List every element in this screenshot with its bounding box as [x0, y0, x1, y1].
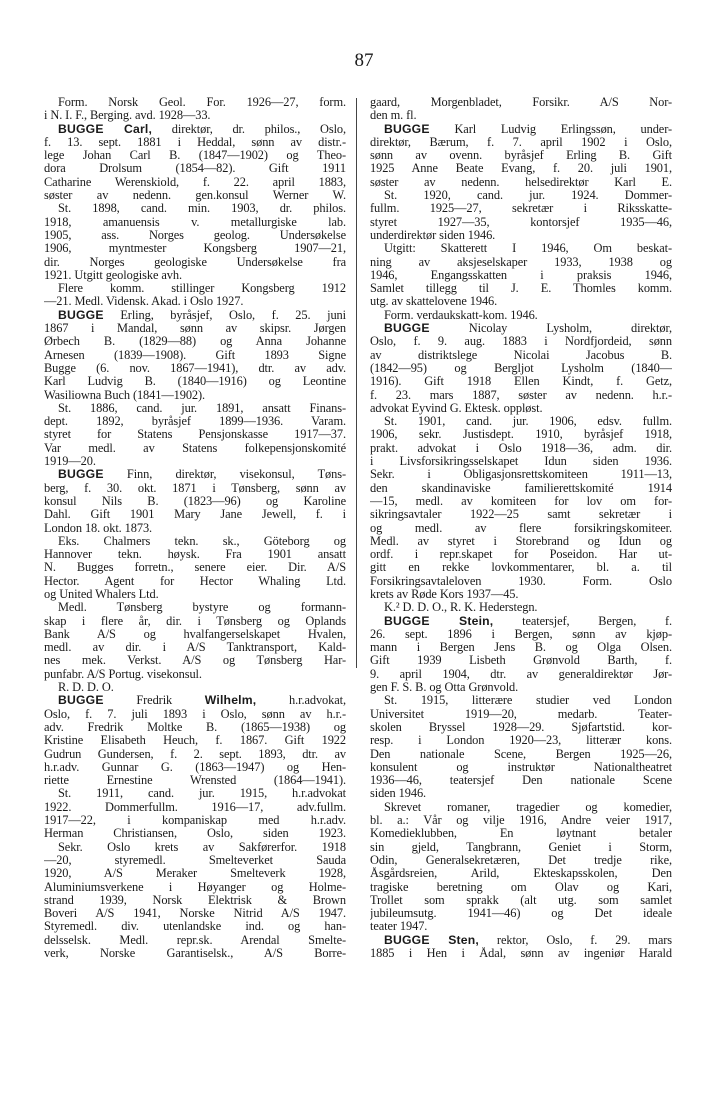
- text-line: [44, 934, 346, 947]
- line-text: 26. sept. 1896 i Bergen, sønn av kjøp-: [370, 627, 672, 641]
- text-line: [370, 601, 672, 614]
- line-text: skolen Bryssel 1928—29. Sjøfartstid. kor-: [370, 720, 672, 734]
- text-line: [44, 482, 346, 495]
- entry-surname: BUGGE: [384, 122, 430, 136]
- line-text: Gudrun Gundersen, f. 2. sept. 1893, dtr. av: [44, 747, 346, 761]
- text-line: [370, 442, 672, 455]
- text-line: [370, 522, 672, 535]
- line-text: 1922. Dommerfullm. 1916—17, adv.fullm.: [44, 800, 346, 814]
- line-text: 9. april 1904, dtr. av generaldirektør Jør-: [370, 667, 672, 681]
- entry-surname: BUGGE Carl,: [58, 122, 153, 136]
- line-text: 1918, amanuensis v. metallurgiske lab.: [44, 215, 346, 229]
- text-line: [370, 242, 672, 255]
- text-line: [370, 827, 672, 840]
- text-line: [370, 415, 672, 428]
- text-line: [370, 428, 672, 441]
- line-text: Samlet tillegg til J. E. Thomles komm.: [370, 282, 672, 296]
- text-line: [44, 881, 346, 894]
- line-text: Form. Norsk Geol. For. 1926—27, form.: [58, 96, 346, 109]
- text-line: [44, 295, 346, 308]
- text-line: [370, 801, 672, 814]
- text-line: [44, 202, 346, 215]
- text-line: [44, 787, 346, 800]
- text-line: [44, 588, 346, 601]
- text-line: [44, 522, 346, 535]
- text-line: [370, 654, 672, 667]
- text-line: [44, 176, 346, 189]
- line-text: lege Johan Carl B. (1847—1902) og Theo-: [44, 149, 346, 163]
- text-line: [44, 748, 346, 761]
- text-line: [44, 708, 346, 721]
- line-text: Oslo, f. 7. juli 1893 i Oslo, sønn av h.r.-: [44, 707, 346, 721]
- text-line: [44, 827, 346, 840]
- text-line: [370, 229, 672, 242]
- text-line: [370, 748, 672, 761]
- line-text: konsulent og instruktør Nationaltheatret: [370, 760, 672, 774]
- text-line: [44, 149, 346, 162]
- text-line: [44, 415, 346, 428]
- text-line: [44, 654, 346, 667]
- text-line: [370, 123, 672, 136]
- line-text: styret 1927—35, kontorsjef 1935—46,: [370, 215, 672, 229]
- text-line: [44, 894, 346, 907]
- text-line: [44, 495, 346, 508]
- text-line: [370, 814, 672, 827]
- line-text: 1946, Engangsskatten i praksis 1946,: [370, 268, 672, 282]
- text-line: [370, 402, 672, 415]
- line-text: resp. i London 1920—23, litterær kons.: [370, 734, 672, 748]
- text-line: [370, 641, 672, 654]
- line-text: søster av nedenn. gen.konsul Werner W.: [44, 189, 346, 203]
- text-line: [370, 149, 672, 162]
- text-line: [370, 841, 672, 854]
- text-line: [370, 694, 672, 707]
- line-text: Skrevet romaner, tragedier og komedier,: [384, 800, 672, 814]
- line-text: h.r.advokat,: [256, 694, 346, 708]
- line-text: berg, f. 30. okt. 1871 i Tønsberg, sønn av: [44, 481, 346, 495]
- line-text: mann i Bergen Jens B. og Olga Olsen.: [370, 641, 672, 655]
- line-text: St. 1911, cand. jur. 1915, h.r.advokat: [58, 787, 346, 801]
- text-line: [44, 109, 346, 122]
- page-number: 87: [354, 50, 374, 71]
- text-line: [370, 774, 672, 787]
- line-text: bl. a.: Vår og vilje 1916, Andre veier 1917,: [370, 814, 672, 828]
- text-line: [44, 162, 346, 175]
- line-text: St. 1901, cand. jur. 1906, edsv. fullm.: [384, 415, 672, 429]
- line-text: Eks. Chalmers tekn. sk., Göteborg og: [58, 534, 346, 548]
- text-line: [44, 123, 346, 136]
- text-line: [44, 442, 346, 455]
- line-text: Komedieklubben, En løytnant betaler: [370, 827, 672, 841]
- line-text: dora Drolsum (1854—82). Gift 1911: [44, 162, 346, 176]
- text-line: [44, 628, 346, 641]
- line-text: Aluminiumsverkene i Høyanger og Holme-: [44, 880, 346, 894]
- text-line: [44, 774, 346, 787]
- right-column: [370, 96, 672, 960]
- line-text: 1920, A/S Meraker Smelteverk 1928,: [44, 867, 346, 881]
- line-text: Utgitt: Skatterett I 1946, Om beskat-: [384, 242, 672, 256]
- text-line: [44, 694, 346, 707]
- line-text: St. 1915, litterære studier ved London: [384, 694, 672, 708]
- line-text: Arnesen (1839—1908). Gift 1893 Signe: [44, 348, 346, 362]
- text-line: [370, 136, 672, 149]
- line-text: N. Bugges forretn., senere eier. Dir. A/S: [44, 561, 346, 575]
- line-text: gitt en rekke lovkommentarer, bl. a. til: [370, 561, 672, 575]
- text-line: [44, 761, 346, 774]
- line-text: Catharine Werenskiold, f. 22. april 1883,: [44, 175, 346, 189]
- text-line: [44, 96, 346, 109]
- text-line: [370, 455, 672, 468]
- text-line: [370, 389, 672, 402]
- text-line: [44, 575, 346, 588]
- line-text: Odin, Generalsekretæren, Det tredje rike,: [370, 853, 672, 867]
- column-divider: [356, 98, 357, 668]
- text-line: [44, 335, 346, 348]
- text-line: [44, 920, 346, 933]
- line-text: teater 1947.: [370, 920, 428, 934]
- text-line: [44, 402, 346, 415]
- text-line: [44, 947, 346, 960]
- line-text: London 18. okt. 1873.: [44, 521, 153, 535]
- line-text: riette Ernestine Wrensted (1864—1941).: [44, 774, 346, 788]
- line-text: rektor, Oslo, f. 29. mars: [479, 933, 672, 947]
- line-text: 1921. Utgitt geologiske avh.: [44, 268, 182, 282]
- text-line: [44, 282, 346, 295]
- line-text: Nicolay Lysholm, direktør,: [429, 322, 672, 336]
- line-text: 1905, ass. Norges geolog. Undersøkelse: [44, 228, 346, 242]
- line-text: tragiske beretning om Olav og Kari,: [370, 880, 672, 894]
- text-line: [44, 615, 346, 628]
- text-line: [44, 814, 346, 827]
- line-text: (1842—95) og Bergljot Lysholm (1840—: [370, 361, 672, 375]
- line-text: av distriktslege Nicolai Jacobus B.: [370, 348, 672, 362]
- line-text: siden 1946.: [370, 787, 427, 801]
- text-line: [370, 575, 672, 588]
- line-text: —20, styremedl. Smelteverket Sauda: [44, 853, 346, 867]
- text-line: [44, 455, 346, 468]
- line-text: 1936—46, teatersjef Den nationale Scene: [370, 774, 672, 788]
- entry-surname: Wilhelm,: [204, 694, 257, 708]
- text-line: [44, 362, 346, 375]
- line-text: Hector. Agent for Hector Whaling Ltd.: [44, 574, 346, 588]
- line-text: Styremedl. div. utenlandske ind. og han-: [44, 920, 346, 934]
- line-text: adv. Fredrik Moltke B. (1865—1938) og: [44, 720, 346, 734]
- line-text: sønn av ovenn. byråsjef Erling B. Gift: [370, 149, 672, 163]
- line-text: 1885 i Hen i Ådal, sønn av ingeniør Harald: [370, 947, 672, 960]
- line-text: delsselsk. Medl. repr.sk. Arendal Smelte-: [44, 933, 346, 947]
- text-line: [370, 947, 672, 960]
- text-line: [44, 601, 346, 614]
- line-text: R. D. D. O.: [58, 681, 114, 695]
- line-text: utg. av skattelovene 1946.: [370, 295, 498, 309]
- line-text: gen F. S. B. og Otta Grønvold.: [370, 681, 519, 695]
- text-line: [370, 934, 672, 947]
- text-line: [370, 867, 672, 880]
- line-text: advokat Eyvind G. Ektesk. oppløst.: [370, 401, 543, 415]
- line-text: prakt. advokat i Oslo 1918—36, adm. dir.: [370, 441, 672, 455]
- line-text: h.r.adv. Gunnar G. (1863—1947) og Hen-: [44, 760, 346, 774]
- text-line: [44, 801, 346, 814]
- line-text: Karl Ludvig B. (1840—1916) og Leontine: [44, 375, 346, 389]
- text-line: [44, 269, 346, 282]
- text-line: [44, 854, 346, 867]
- line-text: 1906, sekr. Justisdept. 1910, byråsjef 1918,: [370, 428, 672, 442]
- line-text: Erling, byråsjef, Oslo, f. 25. juni: [103, 308, 346, 322]
- entry-surname: BUGGE: [58, 308, 104, 322]
- text-line: [370, 109, 672, 122]
- text-line: [370, 282, 672, 295]
- text-line: [44, 681, 346, 694]
- line-text: sikringsavtaler 1922—25 samt sekretær i: [370, 508, 672, 522]
- text-line: [44, 734, 346, 747]
- text-line: [370, 588, 672, 601]
- line-text: —21. Medl. Vidensk. Akad. i Oslo 1927.: [44, 295, 244, 309]
- line-text: den m. fl.: [370, 109, 417, 123]
- line-text: og United Whalers Ltd.: [44, 587, 159, 601]
- line-text: Kristine Elisabeth Heuch, f. 1867. Gift 1922: [44, 734, 346, 748]
- entry-surname: BUGGE: [58, 468, 104, 482]
- text-line: [370, 708, 672, 721]
- text-line: [370, 907, 672, 920]
- text-line: [44, 375, 346, 388]
- line-text: Karl Ludvig Erlingssøn, under-: [429, 122, 672, 136]
- line-text: ning av aksjeselskaper 1933, 1938 og: [370, 255, 672, 269]
- line-text: f. 13. sept. 1881 i Heddal, sønn av distr.-: [44, 135, 346, 149]
- entry-surname: BUGGE Stein,: [384, 614, 494, 628]
- text-line: [370, 615, 672, 628]
- text-line: [370, 881, 672, 894]
- line-text: Herman Christiansen, Oslo, siden 1923.: [44, 827, 346, 841]
- text-line: [370, 894, 672, 907]
- line-text: i Livsforsikringsselskapet Idun siden 1936.: [370, 455, 672, 469]
- text-line: [44, 309, 346, 322]
- line-text: 1906, myntmester Kongsberg 1907—21,: [44, 242, 346, 256]
- text-line: [44, 841, 346, 854]
- text-line: [370, 322, 672, 335]
- line-text: Var medl. av Statens folkepensjonskomité: [44, 441, 346, 455]
- line-text: Dahl. Gift 1901 Mary Jane Jewell, f. i: [44, 508, 346, 522]
- entry-surname: BUGGE: [58, 694, 104, 708]
- line-text: verk, Norske Garantiselsk., A/S Borre-: [44, 947, 346, 960]
- text-line: [44, 535, 346, 548]
- text-line: [370, 854, 672, 867]
- line-text: den skandinaviske familierettskomité 1914: [370, 481, 672, 495]
- text-line: [370, 362, 672, 375]
- text-line: [44, 721, 346, 734]
- line-text: Åsgårdsreien, Arild, Ekteskapsskolen, Den: [370, 867, 672, 881]
- text-line: [370, 548, 672, 561]
- line-text: Gift 1939 Lisbeth Grønvold Barth, f.: [370, 654, 672, 668]
- line-text: Hannover tekn. høysk. Fra 1901 ansatt: [44, 548, 346, 562]
- line-text: Universitet 1919—20, medarb. Teater-: [370, 707, 672, 721]
- line-text: ordf. i repr.skapet for Poseidon. Har ut-: [370, 548, 672, 562]
- line-text: styret for Statens Pensjonskasse 1917—37.: [44, 428, 346, 442]
- text-line: [370, 508, 672, 521]
- text-line: [370, 535, 672, 548]
- line-text: underdirektør siden 1946.: [370, 228, 496, 242]
- line-text: 1917—22, i kompaniskap med h.r.adv.: [44, 814, 346, 828]
- text-line: [370, 668, 672, 681]
- line-text: strand 1939, Norsk Elektrisk & Brown: [44, 893, 346, 907]
- text-line: [44, 389, 346, 402]
- line-text: St. 1920, cand. jur. 1924. Dommer-: [384, 189, 672, 203]
- text-line: [44, 508, 346, 521]
- line-text: i N. I. F., Berging. avd. 1928—33.: [44, 109, 211, 123]
- line-text: konsul Nils B. (1823—96) og Karoline: [44, 494, 346, 508]
- text-line: [44, 867, 346, 880]
- text-line: [44, 548, 346, 561]
- text-line: [44, 136, 346, 149]
- line-text: Wasiliowna Buch (1841—1902).: [44, 388, 206, 402]
- text-line: [370, 335, 672, 348]
- line-text: nes mek. Verkst. A/S og Tønsberg Har-: [44, 654, 346, 668]
- line-text: St. 1898, cand. min. 1903, dr. philos.: [58, 202, 346, 216]
- line-text: Sekr. i Obligasjonsrettskomiteen 1911—13,: [370, 468, 672, 482]
- line-text: Trollet som sprakk (alt utg. som samlet: [370, 893, 672, 907]
- text-line: [370, 96, 672, 109]
- line-text: 1867 i Mandal, sønn av skipsr. Jørgen: [44, 322, 346, 336]
- line-text: direktør, dr. philos., Oslo,: [152, 122, 346, 136]
- line-text: K.² D. D. O., R. K. Hederstegn.: [384, 601, 538, 615]
- line-text: jubileumsutg. 1941—46) og Det ideale: [370, 907, 672, 921]
- text-line: [370, 189, 672, 202]
- line-text: 1916). Gift 1918 Ellen Kindt, f. Getz,: [370, 375, 672, 389]
- line-text: Medl. av styret i Storebrand og Idun og: [370, 534, 672, 548]
- line-text: Den nationale Scene, Bergen 1925—26,: [370, 747, 672, 761]
- line-text: Medl. Tønsberg bystyre og formann-: [58, 601, 346, 615]
- line-text: Flere komm. stillinger Kongsberg 1912: [58, 282, 346, 296]
- line-text: medl. av dir. i A/S Tanktransport, Kald-: [44, 641, 346, 655]
- line-text: sin gjeld, Tangbrann, Geniet i Storm,: [370, 840, 672, 854]
- entry-surname: BUGGE: [384, 322, 430, 336]
- text-line: [370, 721, 672, 734]
- text-line: [370, 202, 672, 215]
- text-line: [370, 176, 672, 189]
- line-text: Forsikringsavtaleloven 1930. Form. Oslo: [370, 574, 672, 588]
- line-text: Bugge (6. nov. 1867—1941), dtr. av adv.: [44, 361, 346, 375]
- text-line: [44, 216, 346, 229]
- text-line: [370, 349, 672, 362]
- text-line: [370, 269, 672, 282]
- text-line: [44, 561, 346, 574]
- text-line: [44, 242, 346, 255]
- line-text: St. 1886, cand. jur. 1891, ansatt Finans-: [58, 401, 346, 415]
- line-text: Sekr. Oslo krets av Sakførerfor. 1918: [58, 840, 346, 854]
- line-text: Bank A/S og hvalfangerselskapet Hvalen,: [44, 627, 346, 641]
- line-text: Fredrik: [103, 694, 205, 708]
- text-line: [370, 761, 672, 774]
- line-text: teatersjef, Bergen, f.: [493, 614, 672, 628]
- line-text: —15, medl. av komiteen for lov om for-: [370, 494, 672, 508]
- text-line: [370, 309, 672, 322]
- text-line: [370, 561, 672, 574]
- line-text: Boveri A/S 1941, Norske Nitrid A/S 1947.: [44, 907, 346, 921]
- line-text: Finn, direktør, visekonsul, Tøns-: [103, 468, 346, 482]
- text-line: [370, 628, 672, 641]
- text-line: [370, 482, 672, 495]
- text-line: [44, 907, 346, 920]
- line-text: skap i flere år, dir. i Tønsberg og Oplands: [44, 614, 346, 628]
- text-line: [44, 229, 346, 242]
- text-line: [370, 734, 672, 747]
- line-text: f. 23. mars 1887, søster av nedenn. h.r.-: [370, 388, 672, 402]
- text-line: [44, 189, 346, 202]
- text-line: [370, 162, 672, 175]
- line-text: gaard, Morgenbladet, Forsikr. A/S Nor-: [370, 96, 672, 109]
- line-text: Ørbech B. (1829—88) og Anna Johanne: [44, 335, 346, 349]
- text-line: [44, 256, 346, 269]
- line-text: krets av Røde Kors 1937—45.: [370, 587, 519, 601]
- line-text: punfabr. A/S Portug. visekonsul.: [44, 667, 202, 681]
- text-line: [370, 295, 672, 308]
- text-line: [370, 256, 672, 269]
- line-text: dir. Norges geologiske Undersøkelse fra: [44, 255, 346, 269]
- text-line: [370, 468, 672, 481]
- text-line: [370, 787, 672, 800]
- text-line: [44, 322, 346, 335]
- text-line: [370, 495, 672, 508]
- line-text: direktør, Bærum, f. 7. april 1902 i Oslo,: [370, 135, 672, 149]
- text-line: [44, 428, 346, 441]
- entry-surname: BUGGE Sten,: [384, 933, 479, 947]
- text-line: [44, 468, 346, 481]
- line-text: Form. verdaukskatt-kom. 1946.: [384, 308, 538, 322]
- text-line: [370, 681, 672, 694]
- left-column: [44, 96, 346, 960]
- text-line: [44, 349, 346, 362]
- line-text: 1919—20.: [44, 455, 96, 469]
- line-text: 1925 Anne Beate Evang, f. 20. juli 1901,: [370, 162, 672, 176]
- line-text: fullm. 1925—27, sekretær i Riksskatte-: [370, 202, 672, 216]
- text-line: [44, 668, 346, 681]
- line-text: Oslo, f. 9. aug. 1883 i Nordfjordeid, sønn: [370, 335, 672, 349]
- line-text: dept. 1892, byråsjef 1899—1936. Varam.: [44, 415, 346, 429]
- text-line: [44, 641, 346, 654]
- line-text: og medl. av flere forsikringskomiteer.: [370, 521, 672, 535]
- text-line: [370, 375, 672, 388]
- line-text: søster av nedenn. helsedirektør Karl E.: [370, 175, 672, 189]
- text-line: [370, 216, 672, 229]
- text-line: [370, 920, 672, 933]
